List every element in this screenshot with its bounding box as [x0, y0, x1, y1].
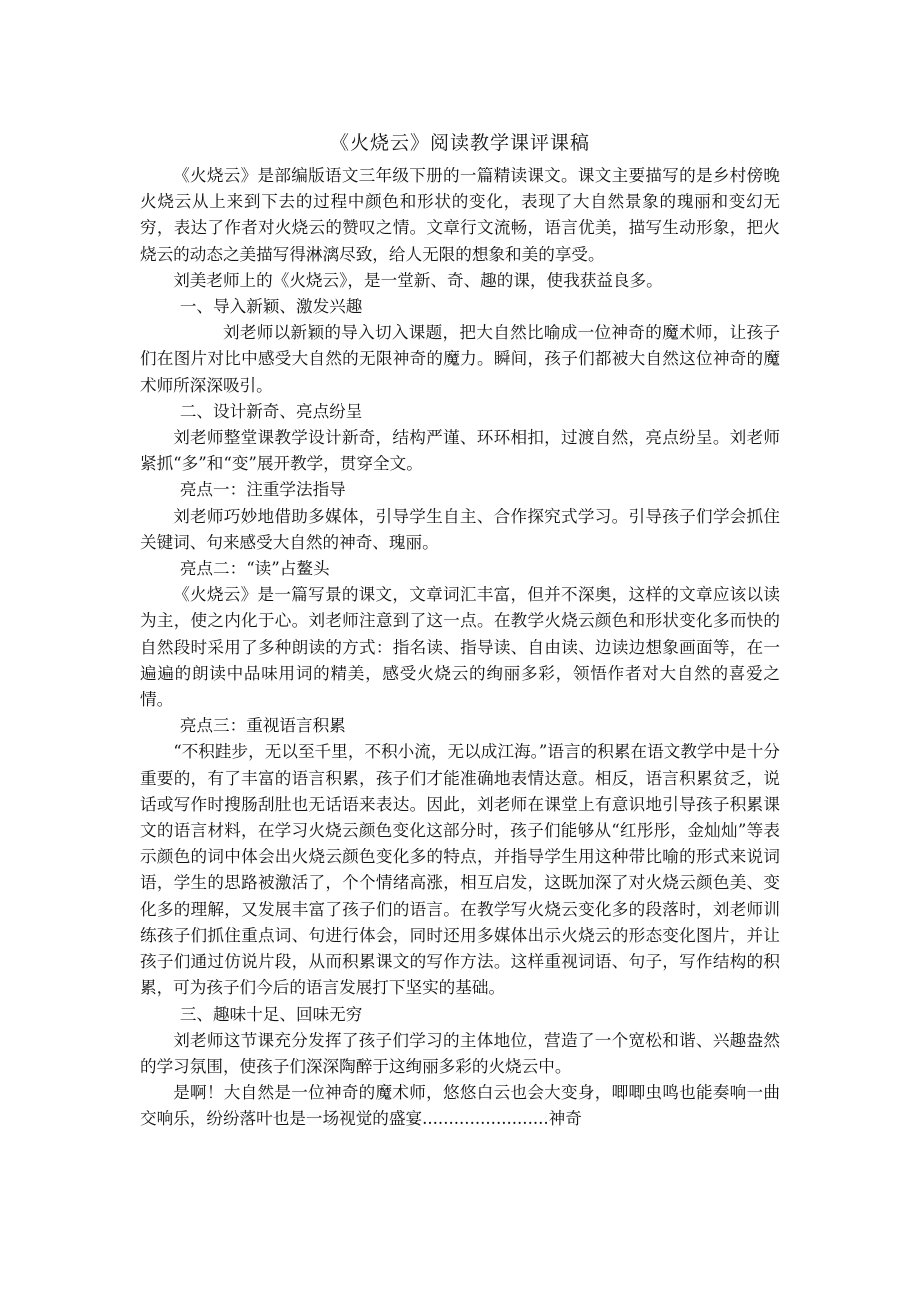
- paragraph-highlight-2: 《火烧云》是一篇写景的课文，文章词汇丰富，但并不深奥，这样的文章应该以读为主，使之内化于心。刘老师注意到了这一点。在教学火烧云颜色和形状变化多而快的自然段时采用了多种朗读的方式：指名读、指导读、自由读、边读边想象画面等，在一遍遍的朗读中品味用词的精美，感受火烧云的绚丽多彩，领悟作者对大自然的喜爱之情。: [140, 585, 780, 710]
- document-body: [140, 163, 780, 1133]
- document-title: 《火烧云》阅读教学课评课稿: [329, 132, 590, 154]
- paragraph-highlight-3: “不积跬步，无以至千里，不积小流，无以成江海。”语言的积累在语文教学中是十分重要的，有了丰富的语言积累，孩子们才能准确地表情达意。相反，语言积累贫乏，说话或写作时搜肠刮肚也无话语来表达。因此，刘老师在课堂上有意识地引导孩子积累课文的语言材料，在学习火烧云颜色变化这部分时，孩子们能够从“红彤彤，金灿灿”等表示颜色的词中体会出火烧云颜色变化多的特点，并指导学生用这种带比喻的形式来说词语，学生的思路被激活了，个个情绪高涨，相互启发，这既加深了对火烧云颜色美、变化多的理解，又发展丰富了孩子们的语言。在教学写火烧云变化多的段落时，刘老师训练孩子们抓住重点词、句进行体会，同时还用多媒体出示火烧云的形态变化图片，并让孩子们通过仿说片段，从而积累课文的写作方法。这样重视词语、句子，写作结构的积累，可为孩子们今后的语言发展打下坚实的基础。: [140, 742, 780, 998]
- section-heading-3: 三、趣味十足、回味无穷: [179, 1004, 363, 1024]
- highlight-heading-2: 亮点二：“读”占鳌头: [179, 559, 330, 579]
- paragraph-section-2: 刘老师整堂课教学设计新奇，结构严谨、环环相扣，过渡自然，亮点纷呈。刘老师紧抓“多”和“变”展开教学，贯穿全文。: [140, 428, 780, 474]
- highlight-heading-1: 亮点一：注重学法指导: [179, 480, 346, 500]
- section-heading-1: 一、导入新颖、激发兴趣: [179, 297, 363, 317]
- paragraph-summary: 刘美老师上的《火烧云》，是一堂新、奇、趣的课，使我获益良多。: [173, 270, 663, 290]
- highlight-heading-3: 亮点三：重视语言积累: [179, 716, 346, 736]
- paragraph-section-1: 刘老师以新颖的导入切入课题，把大自然比喻成一位神奇的魔术师，让孩子们在图片对比中感受大自然的无限神奇的魔力。瞬间，孩子们都被大自然这位神奇的魔术师所深深吸引。: [140, 323, 780, 395]
- paragraph-intro: 《火烧云》是部编版语文三年级下册的一篇精读课文。课文主要描写的是乡村傍晚火烧云从上来到下去的过程中颜色和形状的变化，表现了大自然景象的瑰丽和变幻无穷，表达了作者对火烧云的赞叹之情。文章行文流畅，语言优美，描写生动形象，把火烧云的动态之美描写得淋漓尽致，给人无限的想象和美的享受。: [140, 166, 780, 264]
- paragraph-section-3: 刘老师这节课充分发挥了孩子们学习的主体地位，营造了一个宽松和谐、兴趣盎然的学习氛围，使孩子们深深陶醉于这绚丽多彩的火烧云中。: [140, 1030, 780, 1076]
- paragraph-highlight-1: 刘老师巧妙地借助多媒体，引导学生自主、合作探究式学习。引导孩子们学会抓住关键词、句来感受大自然的神奇、瑰丽。: [140, 506, 780, 552]
- paragraph-closing: 是啊！大自然是一位神奇的魔术师，悠悠白云也会大变身，唧唧虫鸣也能奏响一曲交响乐，纷纷落叶也是一场视觉的盛宴........................神奇: [140, 1083, 780, 1129]
- section-heading-2: 二、设计新奇、亮点纷呈: [179, 401, 363, 421]
